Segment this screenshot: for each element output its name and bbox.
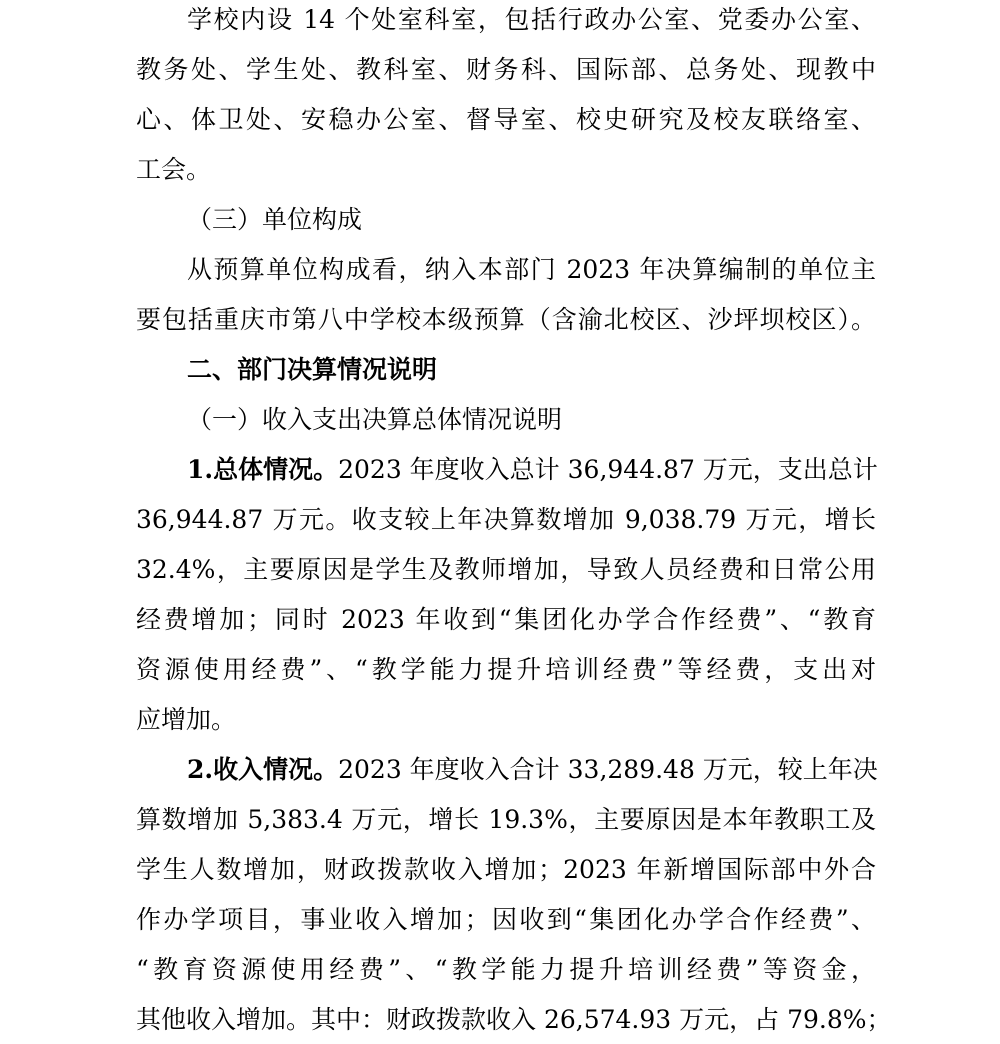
income-text: 2023 年度收入合计 33,289.48 万元，较上年决 bbox=[338, 755, 878, 784]
overall-text: 2023 年度收入总计 36,944.87 万元，支出总计 bbox=[338, 455, 878, 484]
paragraph-line: 工会。 bbox=[136, 155, 212, 184]
paragraph-line-overall bbox=[187, 453, 876, 487]
paragraph-line: “教育资源使用经费”、“教学能力提升培训经费”等资金， bbox=[136, 955, 876, 984]
subsection-heading-income-expenditure: （一）收入支出决算总体情况说明 bbox=[187, 405, 563, 434]
paragraph-line: 学生人数增加，财政拨款收入增加；2023 年新增国际部中外合 bbox=[136, 855, 876, 884]
paragraph-line: 其他收入增加。其中：财政拨款收入 26,574.93 万元，占 79.8%； bbox=[136, 1005, 892, 1034]
income-label: 2.收入情况。 bbox=[187, 755, 339, 784]
paragraph-line-income bbox=[187, 753, 876, 787]
overall-label: 1.总体情况。 bbox=[187, 455, 339, 484]
section-heading-budget-explanation: 二、部门决算情况说明 bbox=[187, 355, 438, 384]
paragraph-line: 32.4%，主要原因是学生及教师增加，导致人员经费和日常公用 bbox=[136, 555, 876, 584]
paragraph-line: 心、体卫处、安稳办公室、督导室、校史研究及校友联络室、 bbox=[136, 105, 876, 134]
paragraph-line: 36,944.87 万元。收支较上年决算数增加 9,038.79 万元，增长 bbox=[136, 505, 876, 534]
paragraph-line: 学校内设 14 个处室科室，包括行政办公室、党委办公室、 bbox=[187, 5, 876, 34]
section-heading-unit-composition: （三）单位构成 bbox=[187, 205, 363, 234]
paragraph-line: 从预算单位构成看，纳入本部门 2023 年决算编制的单位主 bbox=[187, 255, 876, 284]
paragraph-line: 算数增加 5,383.4 万元，增长 19.3%，主要原因是本年教职工及 bbox=[136, 805, 876, 834]
paragraph-line: 要包括重庆市第八中学校本级预算（含渝北校区、沙坪坝校区）。 bbox=[136, 305, 876, 334]
paragraph-line: 教务处、学生处、教科室、财务科、国际部、总务处、现教中 bbox=[136, 55, 876, 84]
paragraph-line: 应增加。 bbox=[136, 705, 237, 734]
paragraph-line: 资源使用经费”、“教学能力提升培训经费”等经费，支出对 bbox=[136, 655, 876, 684]
paragraph-line: 经费增加；同时 2023 年收到“集团化办学合作经费”、“教育 bbox=[136, 605, 876, 634]
paragraph-line: 作办学项目，事业收入增加；因收到“集团化办学合作经费”、 bbox=[136, 905, 876, 934]
